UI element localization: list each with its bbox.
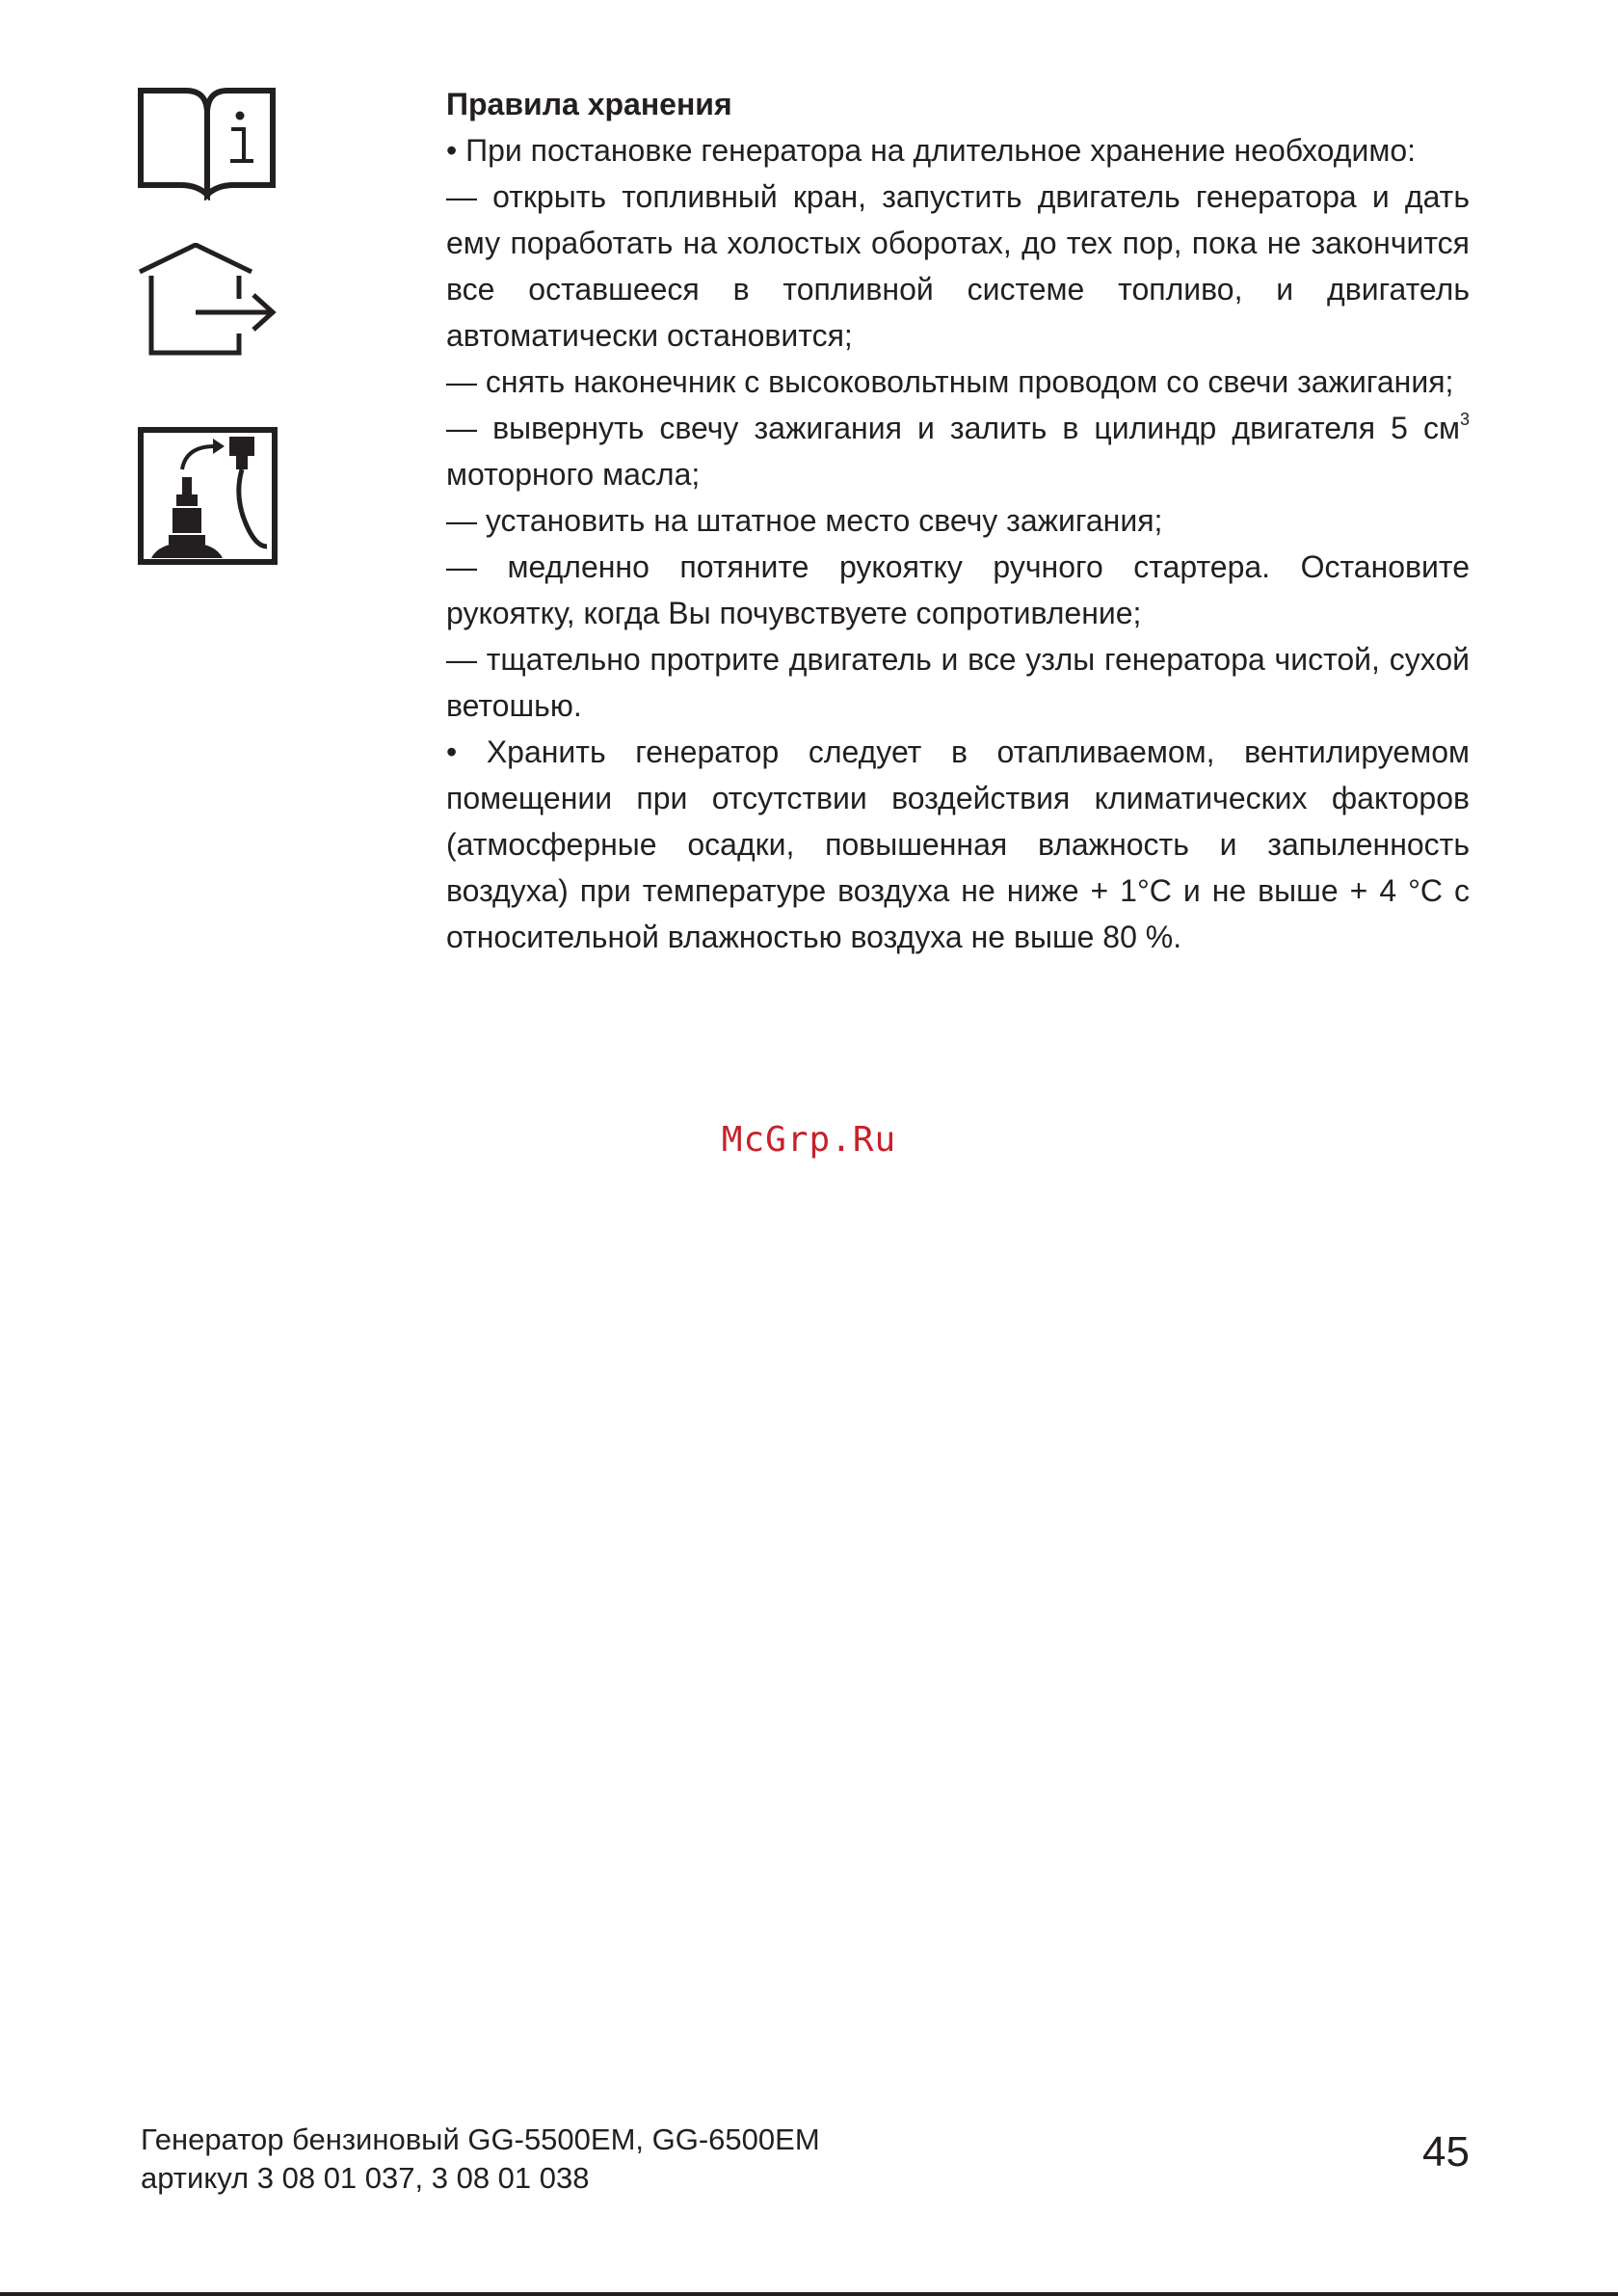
step-reinstall-plug: — установить на штатное место свечу зажигания; [446,503,1163,538]
step-remove-cap: — снять наконечник с высоковольтным проводом со свечи зажигания; [446,364,1454,399]
storage-conditions-paragraph: • Хранить генератор следует в отапливаемом, вентилируемом помещении при отсутствии воздействия климатических факторов (атмосферные осадки, повышенная влажность и запыленность воздуха) при температуре воздуха не ниже + 1°С и не выше + 4 °С с относительной влажностью воздуха не выше 80 %. [446,734,1470,954]
watermark-link[interactable]: McGrp.Ru [721,1120,897,1160]
house-exit-arrow-icon [138,243,279,357]
footer-product-name: Генератор бензиновый GG-5500EM, GG-6500EM [141,2122,820,2156]
section-heading: Правила хранения [446,87,732,121]
step-add-oil-text: — вывернуть свечу зажигания и залить в цилиндр двигателя 5 см [446,411,1460,445]
storage-rules-section [446,81,1470,960]
book-info-icon [138,85,276,200]
page-number: 45 [1422,2128,1470,2176]
cubic-superscript: 3 [1459,410,1470,429]
page-bottom-rule [0,2292,1618,2296]
step-pull-starter: — медленно потяните рукоятку ручного стартера. Остановите рукоятку, когда Вы почувствуете сопротивление; [446,549,1470,630]
spark-plug-cap-removal-icon [138,427,278,565]
step-wipe-engine: — тщательно протрите двигатель и все узлы генератора чистой, сухой ветошью. [446,642,1470,723]
footer-product-info [141,2121,820,2198]
step-add-oil-text-end: моторного масла; [446,457,701,492]
intro-paragraph: • При постановке генератора на длительное хранение необходимо: [446,133,1416,168]
step-add-oil [446,405,1470,497]
footer-article-numbers: артикул 3 08 01 037, 3 08 01 038 [141,2161,590,2195]
step-run-out-fuel: — открыть топливный кран, запустить двигатель генератора и дать ему поработать на холостых оборотах, до тех пор, пока не закончится все оставшееся в топливной системе топливо, и двигатель автоматически остановится; [446,179,1470,353]
